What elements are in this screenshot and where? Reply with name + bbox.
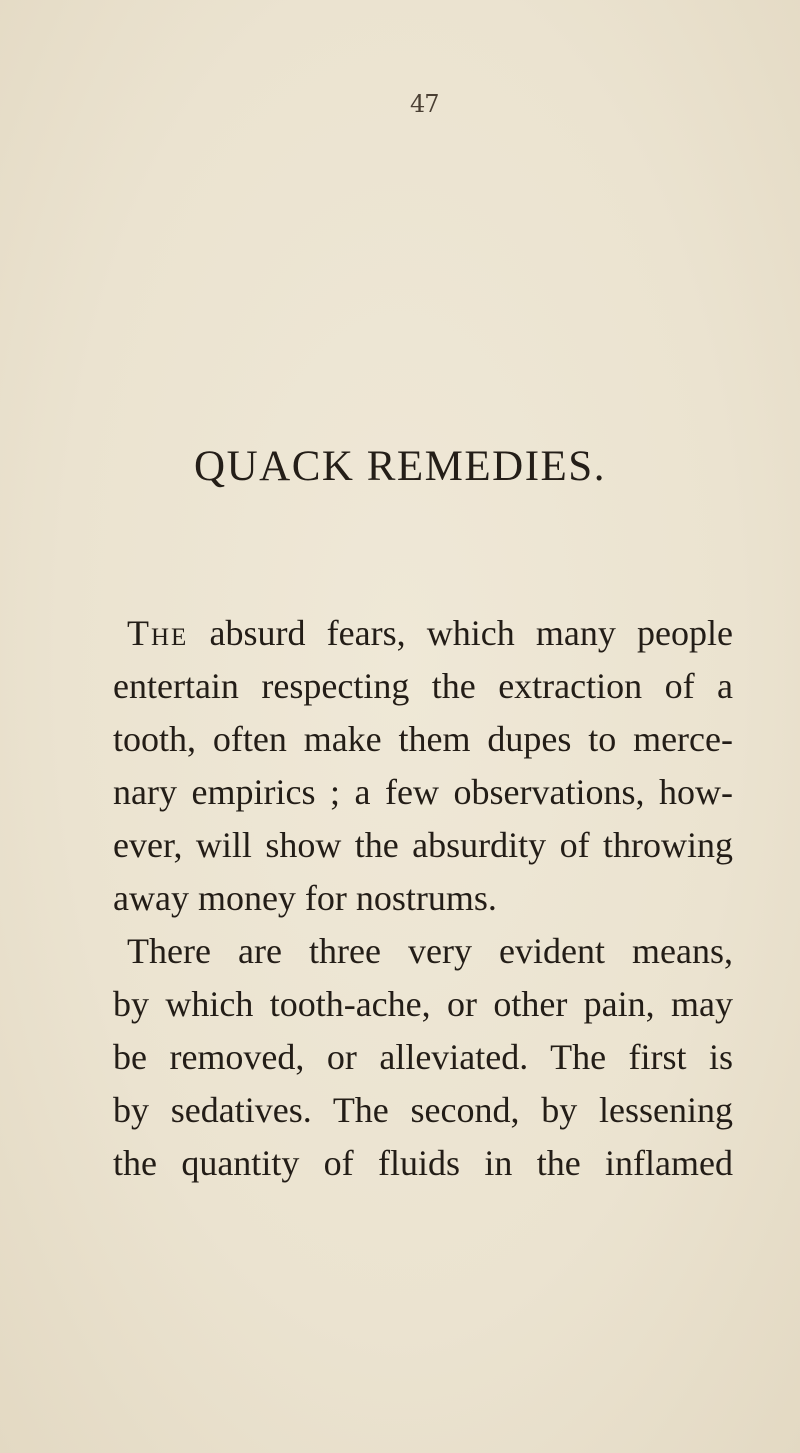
- paragraph-1-line-6: away money for nostrums.: [113, 878, 497, 918]
- paragraph-1-line-1: The absurd fears, which many people: [127, 613, 734, 653]
- paragraph-1-line-4: nary empirics ; a few observations, how-: [113, 772, 733, 812]
- paragraph-2-line-3: be removed, or alleviated. The first is: [113, 1037, 733, 1077]
- paragraph-2-line-1: There are three very evident means,: [127, 931, 733, 971]
- paragraph-1-line-5: ever, will show the absurdity of throwing: [113, 825, 733, 865]
- paragraph-1-line-3: tooth, often make them dupes to merce-: [113, 719, 733, 759]
- paragraph-2-line-4: by sedatives. The second, by lessening: [113, 1090, 733, 1130]
- paragraph-1-line-2: entertain respecting the extraction of a: [113, 666, 733, 706]
- chapter-title: QUACK REMEDIES.: [194, 443, 606, 490]
- paragraph-2-line-2: by which tooth-ache, or other pain, may: [113, 984, 733, 1024]
- paragraph-2-line-5: the quantity of fluids in the inflamed: [113, 1143, 733, 1183]
- body-text: [113, 607, 733, 1190]
- paragraph-lead-word: The: [127, 613, 189, 653]
- page-number: 47: [410, 90, 439, 118]
